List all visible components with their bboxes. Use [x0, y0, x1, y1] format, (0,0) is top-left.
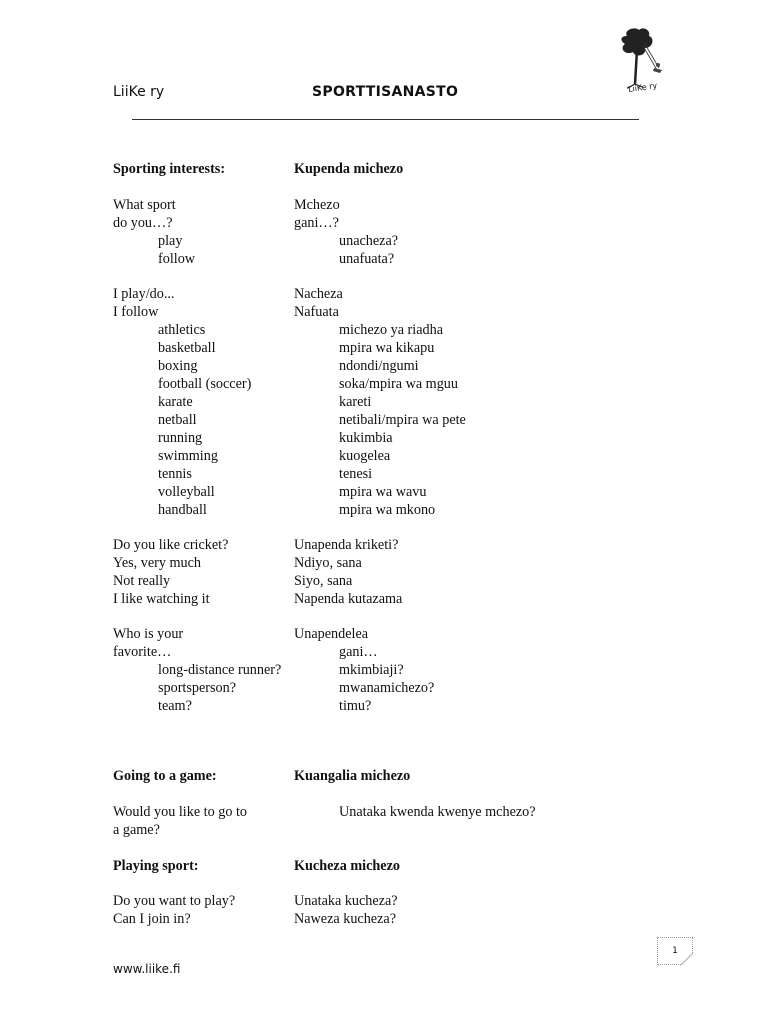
section-heading-game-en: Going to a game: — [113, 768, 217, 784]
phrase-sw: Siyo, sana — [294, 573, 353, 589]
phrase-sw: Unapendelea — [294, 626, 369, 642]
sport-term-sw: michezo ya riadha — [339, 322, 443, 338]
phrase-sw: Unataka kwenda kwenye mchezo? — [339, 804, 536, 820]
sport-term-en: football (soccer) — [158, 376, 252, 392]
phrase-sw: Napenda kutazama — [294, 591, 403, 607]
phrase-sw: Mchezo — [294, 197, 340, 213]
phrase-sw: Naweza kucheza? — [294, 911, 396, 927]
phrase-en: a game? — [113, 822, 160, 838]
phrase-en: Can I join in? — [113, 911, 191, 927]
page-title: SPORTTISANASTO — [312, 84, 459, 100]
section-heading-interests-en: Sporting interests: — [113, 161, 226, 177]
phrase-en: Would you like to go to — [113, 804, 248, 820]
phrase-sw: gani…? — [294, 215, 339, 231]
sport-term-sw: soka/mpira wa mguu — [339, 376, 458, 392]
section-heading-play-sw: Kucheza michezo — [294, 858, 400, 874]
sport-term-sw: netibali/mpira wa pete — [339, 412, 466, 428]
phrase-option-en: team? — [158, 698, 192, 714]
logo-caption: LiiKe ry — [627, 81, 658, 94]
phrase-option-sw: unafuata? — [339, 251, 395, 267]
phrase-sw: Ndiyo, sana — [294, 555, 362, 571]
phrase-en: I like watching it — [113, 591, 210, 607]
header-divider — [132, 119, 639, 120]
section-heading-play-en: Playing sport: — [113, 858, 199, 874]
phrase-en: What sport — [113, 197, 176, 213]
phrase-en: favorite… — [113, 644, 172, 660]
phrase-en: Do you like cricket? — [113, 537, 229, 553]
phrase-en: Who is your — [113, 626, 184, 642]
sport-term-sw: mpira wa wavu — [339, 484, 427, 500]
phrase-en: Not really — [113, 573, 171, 589]
header-org: LiiKe ry — [113, 84, 165, 100]
sport-term-sw: ndondi/ngumi — [339, 358, 419, 374]
page-curl-icon — [681, 953, 693, 965]
phrase-option-sw: timu? — [339, 698, 372, 714]
sport-term-en: karate — [158, 394, 193, 410]
sport-term-en: running — [158, 430, 203, 446]
sport-term-en: boxing — [158, 358, 198, 374]
phrase-option-en: sportsperson? — [158, 680, 237, 696]
phrase-option-en: follow — [158, 251, 196, 267]
section-heading-game-sw: Kuangalia michezo — [294, 768, 411, 784]
sport-term-sw: kukimbia — [339, 430, 393, 446]
sport-term-sw: mpira wa mkono — [339, 502, 436, 518]
phrase-sw: Nafuata — [294, 304, 339, 320]
sport-term-en: netball — [158, 412, 197, 428]
phrase-en: I play/do... — [113, 286, 175, 302]
sport-term-en: volleyball — [158, 484, 215, 500]
phrase-option-sw: mkimbiaji? — [339, 662, 404, 678]
sport-term-en: tennis — [158, 466, 192, 482]
phrase-sw: gani… — [339, 644, 378, 660]
phrase-option-en: play — [158, 233, 183, 249]
page-number: 1 — [657, 937, 693, 965]
phrase-option-sw: unacheza? — [339, 233, 399, 249]
sport-term-sw: mpira wa kikapu — [339, 340, 435, 356]
phrase-option-sw: mwanamichezo? — [339, 680, 435, 696]
phrase-sw: Nacheza — [294, 286, 343, 302]
sport-term-sw: kuogelea — [339, 448, 391, 464]
sport-term-en: athletics — [158, 322, 206, 338]
sport-term-en: basketball — [158, 340, 216, 356]
phrase-en: Do you want to play? — [113, 893, 236, 909]
phrase-sw: Unataka kucheza? — [294, 893, 398, 909]
phrase-en: do you…? — [113, 215, 173, 231]
phrase-en: Yes, very much — [113, 555, 202, 571]
phrase-en: I follow — [113, 304, 159, 320]
sport-term-sw: kareti — [339, 394, 372, 410]
phrase-sw: Unapenda kriketi? — [294, 537, 399, 553]
sport-term-sw: tenesi — [339, 466, 373, 482]
section-heading-interests-sw: Kupenda michezo — [294, 161, 404, 177]
sport-term-en: handball — [158, 502, 207, 518]
sport-term-en: swimming — [158, 448, 218, 464]
footer-url[interactable]: www.liike.fi — [113, 962, 181, 976]
phrase-option-en: long-distance runner? — [158, 662, 282, 678]
